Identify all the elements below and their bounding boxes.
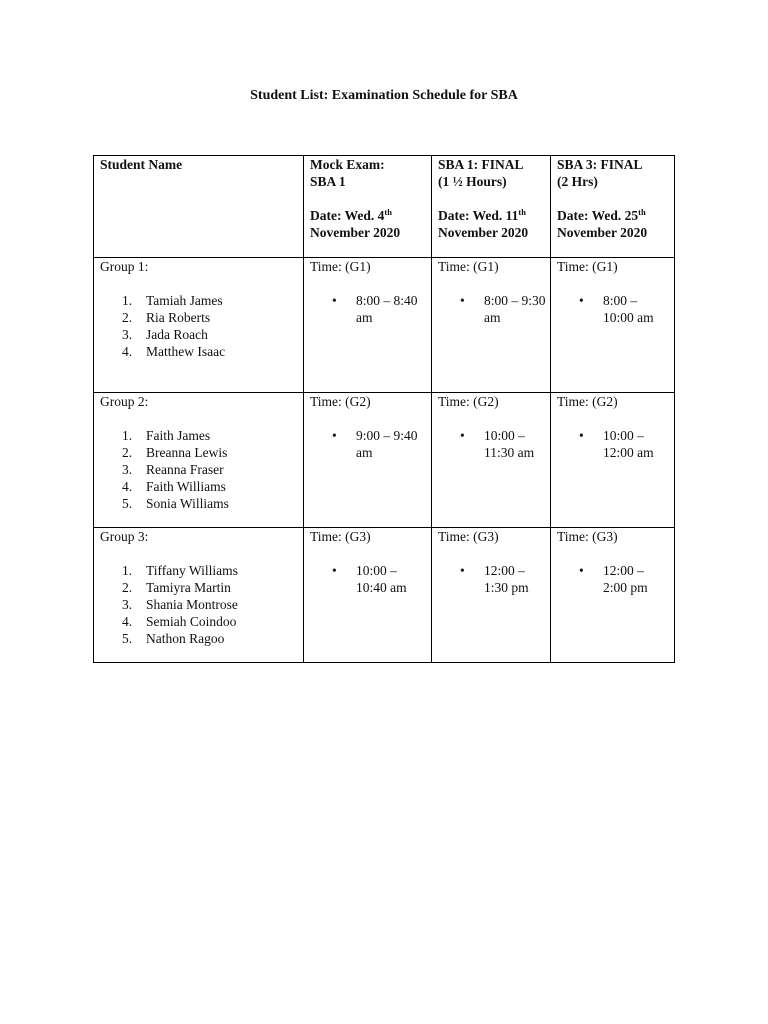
header-label: Student Name [100,157,183,172]
time-slot: 12:00 – 1:30 pm [484,563,529,595]
group-label: Group 3: [100,529,149,544]
student-name: Reanna Fraser [146,462,224,477]
student-item: 2. Breanna Lewis [122,445,228,460]
student-name: Faith James [146,428,211,443]
group-label: Group 2: [100,394,149,409]
bullet-icon: • [460,428,465,443]
document-title: Student List: Examination Schedule for SBA [250,88,518,103]
time-cell [432,258,551,393]
header-date: Date: Wed. 25 [557,208,639,223]
bullet-icon: • [460,563,465,578]
student-item: 1. Tiffany Williams [122,563,238,578]
header-date-suffix: th [518,207,526,217]
time-slot: 8:00 – 9:30 am [484,293,546,325]
time-label: Time: (G3) [310,529,371,544]
student-item: 2. Ria Roberts [122,310,211,325]
group-row-1 [94,258,675,393]
student-item: 1. Faith James [122,428,211,443]
bullet-icon: • [579,428,584,443]
student-name: Shania Montrose [146,597,238,612]
student-name: Sonia Williams [146,496,229,511]
student-item: 3. Shania Montrose [122,597,238,612]
bullet-icon: • [579,563,584,578]
header-date: Date: Wed. 11 [438,208,519,223]
time-label: Time: (G1) [557,259,618,274]
header-label: SBA 1: FINAL [438,157,524,172]
time-cell [304,258,432,393]
student-name: Tamiyra Martin [146,580,231,595]
header-row [94,156,675,258]
student-name: Jada Roach [146,327,208,342]
time-label: Time: (G1) [438,259,499,274]
student-name: Faith Williams [146,479,226,494]
exam-schedule-table [93,155,675,663]
header-date: Date: Wed. 4 [310,208,385,223]
time-label: Time: (G2) [438,394,499,409]
header-label: SBA 3: FINAL [557,157,643,172]
header-date-suffix: th [638,207,646,217]
student-list [100,292,297,360]
student-name: Matthew Isaac [146,344,226,359]
time-cell [551,258,675,393]
time-slot: 9:00 – 9:40 am [356,428,418,460]
bullet-icon: • [460,293,465,308]
header-date-suffix: th [384,207,392,217]
time-cell [432,528,551,663]
time-label: Time: (G3) [557,529,618,544]
student-item: 1. Tamiah James [122,293,223,308]
bullet-icon: • [332,563,337,578]
student-item: 5. Sonia Williams [122,496,229,511]
time-slot: 8:00 – 8:40 am [356,293,418,325]
time-slot: 8:00 – 10:00 am [603,293,654,325]
student-name: Tamiah James [146,293,223,308]
header-label: SBA 1 [310,174,346,189]
student-list [100,427,297,512]
group-row-3 [94,528,675,663]
time-cell [551,528,675,663]
header-date-month: November 2020 [310,225,401,240]
header-label: (1 ½ Hours) [438,174,507,189]
bullet-icon: • [332,293,337,308]
header-label: (2 Hrs) [557,174,598,189]
student-name: Semiah Coindoo [146,614,237,629]
group-row-2 [94,393,675,528]
time-label: Time: (G3) [438,529,499,544]
time-slot: 10:00 – 11:30 am [484,428,535,460]
time-label: Time: (G2) [310,394,371,409]
header-label: Mock Exam: [310,157,385,172]
header-date-month: November 2020 [557,225,648,240]
student-item: 3. Reanna Fraser [122,462,224,477]
group-cell [94,258,304,393]
student-name: Breanna Lewis [146,445,228,460]
header-date-month: November 2020 [438,225,529,240]
time-slot: 10:00 – 10:40 am [356,563,407,595]
group-cell [94,393,304,528]
student-item: 4. Matthew Isaac [122,344,226,359]
student-item: 2. Tamiyra Martin [122,580,231,595]
student-item: 3. Jada Roach [122,327,208,342]
group-label: Group 1: [100,259,149,274]
student-item: 5. Nathon Ragoo [122,631,225,646]
time-slot: 12:00 – 2:00 pm [603,563,648,595]
bullet-icon: • [579,293,584,308]
time-cell [304,393,432,528]
time-cell [432,393,551,528]
time-cell [304,528,432,663]
header-cell-mock-exam [304,156,432,258]
time-cell [551,393,675,528]
header-cell-sba1-final [432,156,551,258]
header-cell-student-name [94,156,304,258]
header-cell-sba3-final [551,156,675,258]
group-cell [94,528,304,663]
bullet-icon: • [332,428,337,443]
student-item: 4. Semiah Coindoo [122,614,237,629]
student-item: 4. Faith Williams [122,479,226,494]
student-list [100,562,297,647]
student-name: Nathon Ragoo [146,631,225,646]
student-name: Ria Roberts [146,310,211,325]
time-slot: 10:00 – 12:00 am [603,428,654,460]
student-name: Tiffany Williams [146,563,238,578]
time-label: Time: (G1) [310,259,371,274]
time-label: Time: (G2) [557,394,618,409]
